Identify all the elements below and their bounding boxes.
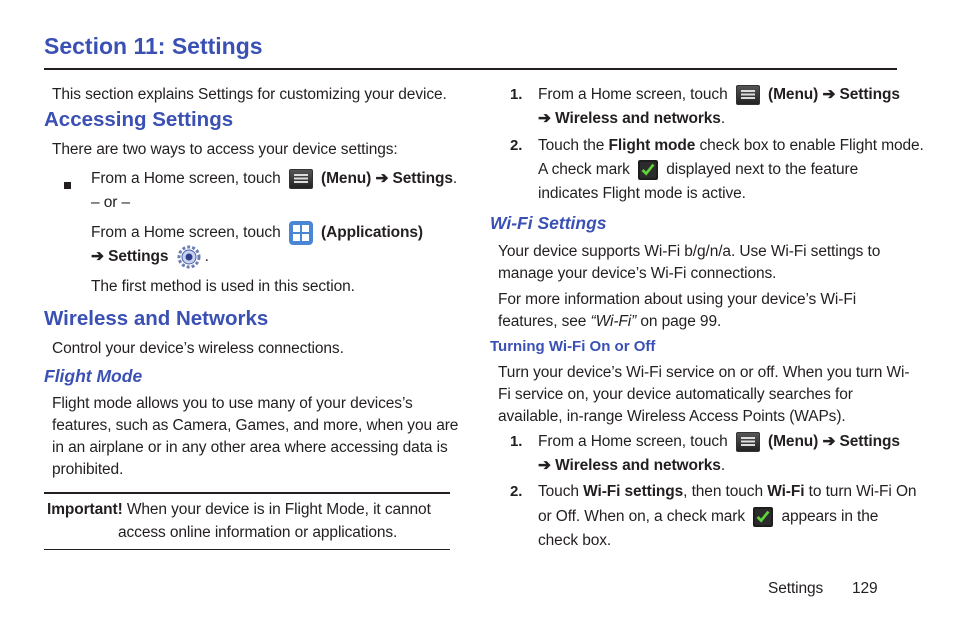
period: . xyxy=(204,248,209,266)
applications-icon xyxy=(289,221,313,245)
wifi-step-2-line-3: check box. xyxy=(538,532,612,549)
wifi-para-1-line-2: manage your device’s Wi-Fi connections. xyxy=(498,265,777,282)
wifi-step-2 xyxy=(538,481,916,503)
check-mark-icon xyxy=(638,160,658,180)
page-title: Section 11: Settings xyxy=(44,33,263,59)
section-intro: This section explains Settings for customizing your device. xyxy=(52,86,447,103)
wireless-intro: Control your device’s wireless connections. xyxy=(52,340,344,357)
wifi-para-2-line-1: For more information about using your device’s Wi-Fi xyxy=(498,291,857,308)
wireless-networks-path: ➔ Wireless and networks xyxy=(538,457,721,474)
heading-accessing-settings: Accessing Settings xyxy=(44,108,234,131)
flight-step-2 xyxy=(538,135,924,157)
wifi-cross-reference-link[interactable]: “Wi-Fi” xyxy=(590,313,637,330)
wifi-step-1-text: From a Home screen, touch xyxy=(538,433,728,450)
wifi-page-ref: on page 99. xyxy=(640,313,722,330)
access-method-2-text: From a Home screen, touch xyxy=(91,224,281,242)
wifi-label: Wi-Fi xyxy=(767,483,805,500)
turning-para-line-3: available, in-range Wireless Access Points (WAPs). xyxy=(498,408,846,425)
wifi-step-2-text-a: Touch xyxy=(538,483,579,500)
settings-gear-icon xyxy=(177,245,201,269)
important-bottom-rule xyxy=(44,549,450,550)
flight-step-2-text-d: A check mark xyxy=(538,161,630,178)
access-method-1 xyxy=(91,168,457,190)
turning-para-line-2: Fi service on, your device automatically searches for xyxy=(498,386,853,403)
menu-settings-path: (Menu) ➔ Settings xyxy=(768,86,900,103)
period: . xyxy=(452,170,458,187)
flight-step-2-text-e: displayed next to the feature xyxy=(666,161,859,178)
important-label: Important! xyxy=(47,501,123,518)
period: . xyxy=(720,110,726,127)
wifi-step-2-text-f: or Off. When on, a check mark xyxy=(538,508,746,525)
flight-para-line-1: Flight mode allows you to use many of your devices’s xyxy=(52,395,413,412)
wifi-step-2-number: 2. xyxy=(510,483,523,500)
access-method-2-cont xyxy=(91,245,209,269)
wifi-step-1-cont xyxy=(538,455,725,477)
flight-step-1-cont xyxy=(538,108,725,130)
wifi-para-2-line-2 xyxy=(498,311,721,333)
important-note xyxy=(47,499,431,521)
period: . xyxy=(720,457,726,474)
flight-mode-label: Flight mode xyxy=(608,137,696,154)
menu-settings-path: (Menu) ➔ Settings xyxy=(321,170,453,187)
flight-step-2-text-c: check box to enable Flight mode. xyxy=(699,137,924,154)
menu-settings-path: (Menu) ➔ Settings xyxy=(768,433,900,450)
wifi-settings-label: Wi-Fi settings xyxy=(583,483,684,500)
flight-step-1 xyxy=(538,84,900,106)
menu-key-icon xyxy=(736,432,760,452)
important-line-2: access online information or applications. xyxy=(118,524,398,541)
flight-step-2-number: 2. xyxy=(510,137,523,154)
wifi-step-1 xyxy=(538,431,900,453)
heading-flight-mode: Flight Mode xyxy=(44,366,143,386)
wifi-step-2-text-g: appears in the xyxy=(781,508,879,525)
applications-label: (Applications) xyxy=(321,224,423,242)
footer-section-name: Settings xyxy=(768,580,824,597)
check-mark-icon xyxy=(753,507,773,527)
menu-key-icon xyxy=(736,85,760,105)
settings-path: ➔ Settings xyxy=(91,248,169,266)
wifi-step-1-number: 1. xyxy=(510,433,523,450)
bullet-icon xyxy=(64,176,71,194)
heading-wireless-networks: Wireless and Networks xyxy=(44,307,269,330)
title-rule xyxy=(44,68,897,70)
heading-wifi-settings: Wi-Fi Settings xyxy=(490,213,607,233)
menu-key-icon xyxy=(289,169,313,189)
accessing-intro: There are two ways to access your device settings: xyxy=(52,141,398,158)
wireless-networks-path: ➔ Wireless and networks xyxy=(538,110,721,127)
method-note: The first method is used in this section. xyxy=(91,278,355,295)
wifi-step-2-line-2 xyxy=(538,506,878,528)
heading-turning-wifi: Turning Wi-Fi On or Off xyxy=(490,338,656,355)
access-method-2 xyxy=(91,221,423,245)
or-separator: – or – xyxy=(91,194,131,211)
footer-page-number: 129 xyxy=(852,580,878,597)
flight-step-2-line-3: indicates Flight mode is active. xyxy=(538,185,746,202)
wifi-step-2-text-e: to turn Wi-Fi On xyxy=(808,483,917,500)
flight-para-line-2: features, such as Camera, Games, and more, when you are xyxy=(52,417,459,434)
important-top-rule xyxy=(44,492,450,494)
important-line-1: When your device is in Flight Mode, it cannot xyxy=(126,501,431,518)
flight-para-line-4: prohibited. xyxy=(52,461,124,478)
access-method-1-text: From a Home screen, touch xyxy=(91,170,281,187)
flight-step-2-text-a: Touch the xyxy=(538,137,605,154)
turning-para-line-1: Turn your device’s Wi-Fi service on or off. When you turn Wi- xyxy=(498,364,910,381)
flight-para-line-3: in an airplane or in any other area where accessing data is xyxy=(52,439,448,456)
wifi-para-1-line-1: Your device supports Wi-Fi b/g/n/a. Use Wi-Fi settings to xyxy=(498,243,881,260)
flight-step-2-line-2 xyxy=(538,159,858,181)
wifi-para-2-text: features, see xyxy=(498,313,587,330)
flight-step-1-text: From a Home screen, touch xyxy=(538,86,728,103)
flight-step-1-number: 1. xyxy=(510,86,523,103)
wifi-step-2-text-c: , then touch xyxy=(683,483,763,500)
